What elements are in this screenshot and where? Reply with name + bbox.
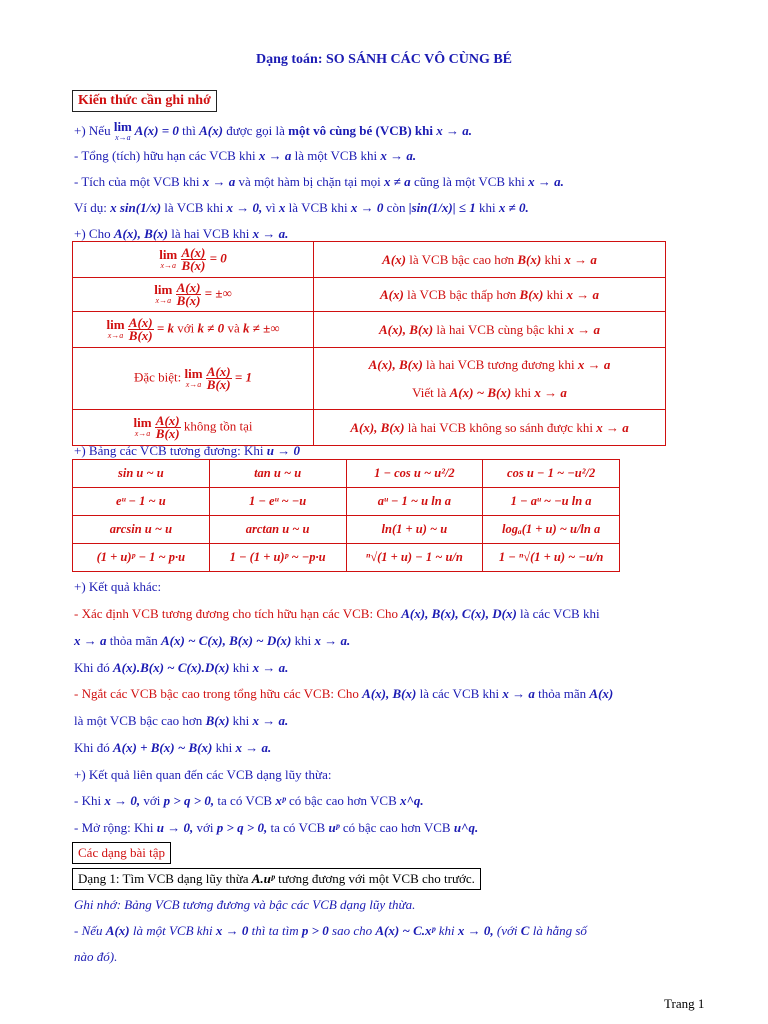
given-line: +) Cho A(x), B(x) là hai VCB khi x → a. [74, 226, 289, 241]
limit-operator: lim x→a [113, 119, 132, 142]
equivalence-table [72, 459, 620, 572]
note-line: Ghi nhớ: Bảng VCB tương đương và bậc các VCB dạng lũy thừa. [74, 897, 416, 912]
product-rule-result: Khi đó A(x).B(x) ~ C(x).D(x) khi x → a. [74, 660, 289, 675]
table-row: lim x→a $\frac{A(x)}{B(x)}$ không tồn tại A(x), B(x) là hai VCB không so sánh được khi x → a [73, 410, 666, 446]
power-rule-extension: - Mở rộng: Khi u → 0, với p > q > 0, ta có VCB uᵖ có bậc cao hơn VCB u^q. [74, 820, 479, 835]
power-rule-line: - Khi x → 0, với p > q > 0, ta có VCB xᵖ có bậc cao hơn VCB x^q. [74, 793, 424, 808]
type1-heading: Dạng 1: Tìm VCB dạng lũy thừa A.uᵖ tương đương với một VCB cho trước. [72, 868, 481, 890]
sum-product-line: - Tổng (tích) hữu hạn các VCB khi x → a là một VCB khi x → a. [74, 148, 417, 163]
table-row: Đặc biệt: lim x→a $\frac{A(x)}{B(x)}$ = 1 A(x), B(x) là hai VCB tương đương khi x → a Viết là A(x) ~ B(x) khi x → a [73, 348, 666, 410]
definition-line: +) Nếu lim x→a A(x) = 0 thì A(x) được gọi là một vô cùng bé (VCB) khi x → a. [74, 119, 472, 142]
bounded-product-line: - Tích của một VCB khi x → a và một hàm bị chặn tại mọi x ≠ a cũng là một VCB khi x → a. [74, 174, 564, 189]
page-title: Dạng toán: SO SÁNH CÁC VÔ CÙNG BÉ [255, 52, 513, 67]
table-row: sin u ~ u tan u ~ u 1 − cos u ~ u²/2 cos u − 1 ~ −u²/2 [73, 460, 620, 488]
knowledge-section-heading: Kiến thức cần ghi nhớ [72, 90, 217, 112]
method-line-cont: nào đó). [74, 949, 118, 964]
sum-rule-result: Khi đó A(x) + B(x) ~ B(x) khi x → a. [74, 740, 272, 755]
table-row: (1 + u)ᵖ − 1 ~ p·u 1 − (1 + u)ᵖ ~ −p·u ⁿ√(1 + u) − 1 ~ u/n 1 − ⁿ√(1 + u) ~ −u/n [73, 544, 620, 572]
power-results-heading: +) Kết quả liên quan đến các VCB dạng lũy thừa: [74, 767, 332, 782]
page-number: Trang 1 [664, 996, 705, 1011]
sum-rule-line: - Ngắt các VCB bậc cao trong tổng hữu các VCB: Cho A(x), B(x) là các VCB khi x → a thỏa mãn A(x) [74, 686, 614, 701]
table-row: lim x→a $\frac{A(x)}{B(x)}$ = k với k ≠ 0 và k ≠ ±∞ A(x), B(x) là hai VCB cùng bậc khi x → a [73, 312, 666, 348]
comparison-table [72, 241, 666, 446]
product-rule-line: - Xác định VCB tương đương cho tích hữu hạn các VCB: Cho A(x), B(x), C(x), D(x) là các VCB khi [74, 606, 600, 621]
method-line: - Nếu A(x) là một VCB khi x → 0 thì ta tìm p > 0 sao cho A(x) ~ C.xᵖ khi x → 0, (với C là hằng số [74, 923, 587, 938]
example-line: Ví dụ: x sin(1/x) là VCB khi x → 0, vì x là VCB khi x → 0 còn |sin(1/x)| ≤ 1 khi x ≠ 0. [74, 200, 529, 215]
product-rule-condition: x → a thỏa mãn A(x) ~ C(x), B(x) ~ D(x) khi x → a. [74, 633, 351, 648]
exercise-types-heading: Các dạng bài tập [72, 842, 171, 864]
other-results-heading: +) Kết quả khác: [74, 579, 162, 594]
table-row: lim x→a $\frac{A(x)}{B(x)}$ = ±∞ A(x) là VCB bậc thấp hơn B(x) khi x → a [73, 278, 666, 312]
table-row: arcsin u ~ u arctan u ~ u ln(1 + u) ~ u logₐ(1 + u) ~ u/ln a [73, 516, 620, 544]
table-row: lim x→a $\frac{A(x)}{B(x)}$ = 0 A(x) là VCB bậc cao hơn B(x) khi x → a [73, 242, 666, 278]
table-row: eᵘ − 1 ~ u 1 − eᵘ ~ −u aᵘ − 1 ~ u ln a 1 − aᵘ ~ −u ln a [73, 488, 620, 516]
equivalence-table-heading: +) Bảng các VCB tương đương: Khi u → 0 [74, 443, 300, 458]
sum-rule-condition: là một VCB bậc cao hơn B(x) khi x → a. [74, 713, 289, 728]
